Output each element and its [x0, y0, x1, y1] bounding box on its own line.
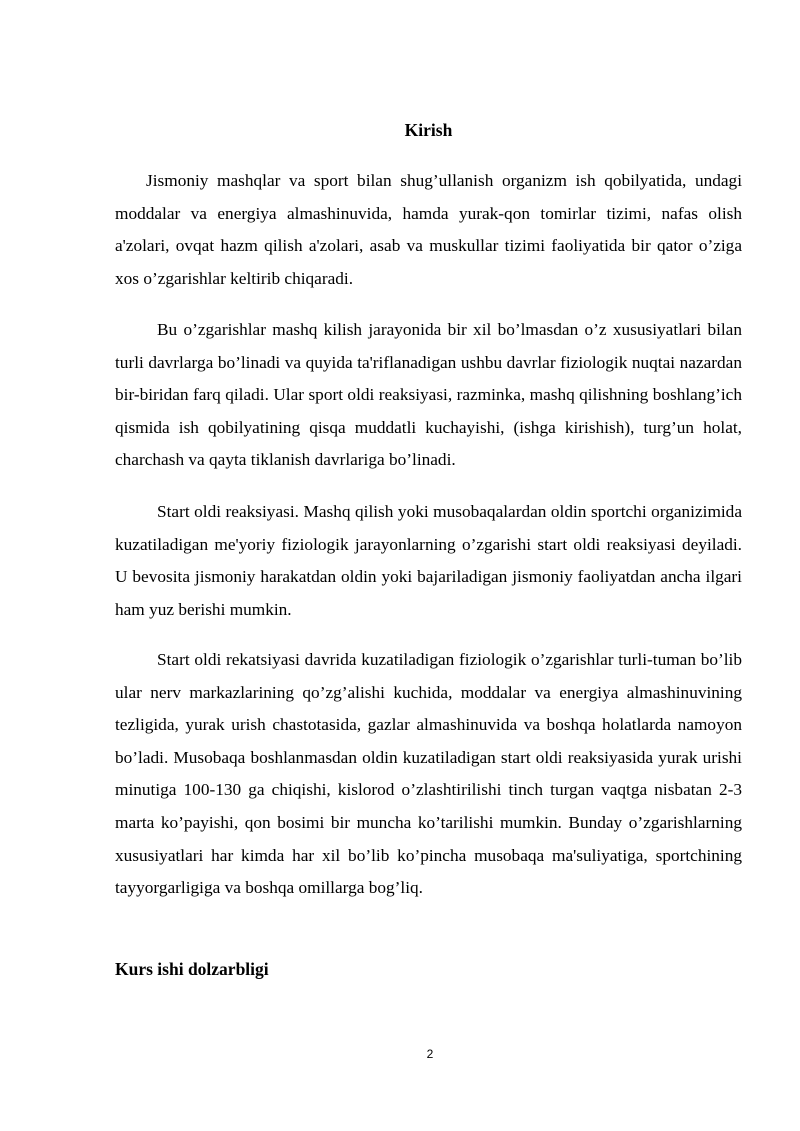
paragraph-pre-start-reaction: Start oldi reaksiyasi. Mashq qilish yoki musobaqalardan oldin sportchi organizimida kuzatiladigan me'yoriy fiziologik jarayonlarning o’zgarishi start oldi reaksiyasi deyiladi. U bevosita jismoniy harakatdan oldin yoki bajariladigan jismoniy faoliyatdan ancha ilgari ham yuz berishi mumkin. — [115, 502, 742, 619]
paragraph-periods: Bu o’zgarishlar mashq kilish jarayonida bir xil bo’lmasdan o’z xususiyatlari bilan turli davrlarga bo’linadi va quyida ta'riflanadigan ushbu davrlar fiziologik nuqtai nazardan bir-biridan farq qiladi. Ular sport oldi reaksiyasi, razminka, mashq qilishning boshlang’ich qismida ish qobilyatining qisqa muddatli kuchayishi, (ishga kirishish), turg’un holat, charchash va qayta tiklanish davrlariga bo’linadi. — [115, 320, 742, 470]
paragraph-intro: Jismoniy mashqlar va sport bilan shug’ullanish organizm ish qobilyatida, undagi moddalar va energiya almashinuvida, hamda yurak-qon tomirlar tizimi, nafas olish a'zolari, ovqat hazm qilish a'zolari, asab va muskullar tizimi faoliyatida bir qator o’ziga xos o’zgarishlar keltirib chiqaradi. — [115, 171, 742, 288]
subsection-heading: Kurs ishi dolzarbligi — [115, 959, 269, 979]
section-title: Kirish — [404, 120, 453, 140]
page-number: 2 — [426, 1047, 434, 1061]
paragraph-physiological-changes: Start oldi rekatsiyasi davrida kuzatiladigan fiziologik o’zgarishlar turli-tuman bo’lib ular nerv markazlarining qo’zg’alishi kuchida, moddalar va energiya almashinuvining tezligida, yurak urish chastotasida, gazlar almashinuvida va boshqa holatlarda namoyon bo’ladi. Musobaqa boshlanmasdan oldin kuzatiladigan start oldi reaksiyasida yurak urishi minutiga 100-130 ga chiqishi, kislorod o’zlashtirilishi tinch turgan vaqtga nisbatan 2-3 marta ko’payishi, qon bosimi bir muncha ko’tarilishi mumkin. Bunday o’zgarishlarning xususiyatlari har kimda har xil bo’lib ko’pincha musobaqa ma'suliyatiga, sportchining tayyorgarligiga va boshqa omillarga bog’liq. — [115, 650, 742, 898]
